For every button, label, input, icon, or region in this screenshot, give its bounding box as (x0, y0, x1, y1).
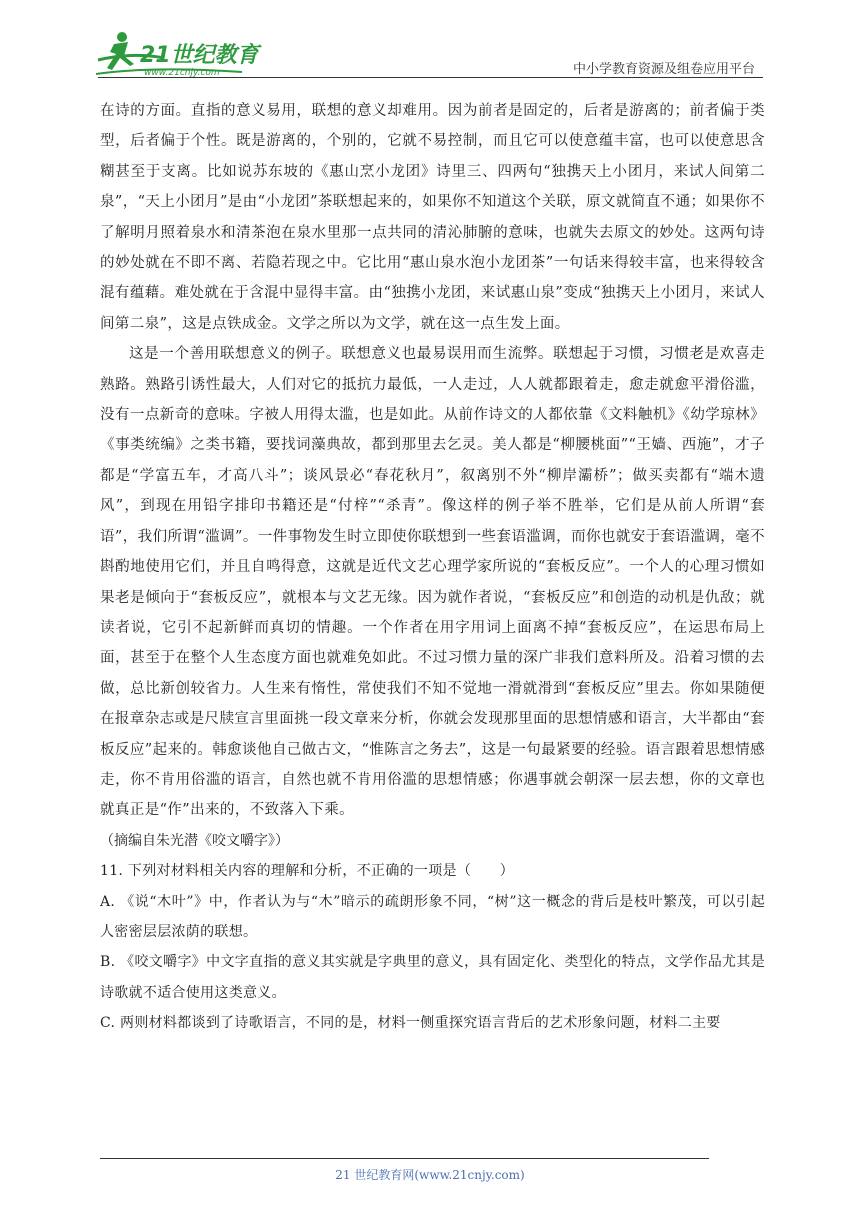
paragraph-1: 在诗的方面。直指的意义易用，联想的意义却难用。因为前者是固定的，后者是游离的；前者偏于类型，后者偏于个性。既是游离的，个别的，它就不易控制，而且它可以使意蕴丰富，也可以使意思含糊甚至于支离。比如说苏东坡的《惠山烹小龙团》诗里三、四两句“独携天上小团月，来试人间第二泉”，“天上小团月”是由“小龙团”茶联想起来的，如果你不知道这个关联，原文就简直不通；如果你不了解明月照着泉水和清茶泡在泉水里那一点共同的清沁肺腑的意味，也就失去原文的妙处。这两句诗的妙处就在不即不离、若隐若现之中。它比用“惠山泉水泡小龙团茶”一句话来得较丰富，也来得较含混有蕴藉。难处就在于含混中显得丰富。由“独携小龙团，来试惠山泉”变成“独携天上小团月，来试人间第二泉”，这是点铁成金。文学之所以为文学，就在这一点生发上面。 (100, 103, 765, 332)
header-divider (98, 77, 763, 78)
page-header (0, 0, 860, 80)
source-note: （摘编自朱光潜《咬文嚼字》） (100, 832, 289, 849)
paragraph-2: 这是一个善用联想意义的例子。联想意义也最易误用而生流弊。联想起于习惯，习惯老是欢喜走熟路。熟路引诱性最大，人们对它的抵抗力最低，一人走过，人人就都跟着走，愈走就愈平滑俗滥，没有一点新奇的意味。字被人用得太滥，也是如此。从前作诗文的人都依靠《文料触机》《幼学琼林》《事类统编》之类书籍，要找词藻典故，都到那里去乞灵。美人都是“柳腰桃面”“王嫱、西施”，才子都是“学富五车，才高八斗”；谈风景必“春花秋月”，叙离别不外“柳岸灞桥”；做买卖都有“端木遗风”，到现在用铅字排印书籍还是“付梓”“杀青”。像这样的例子举不胜举，它们是从前人所谓“套语”，我们所谓“滥调”。一件事物发生时立即使你联想到一些套语滥调，而你也就安于套语滥调，毫不斟酌地使用它们，并且自鸣得意，这就是近代文艺心理学家所说的“套板反应”。一个人的心理习惯如果老是倾向于“套板反应”，就根本与文艺无缘。因为就作者说，“套板反应”和创造的动机是仇敌；就读者说，它引不起新鲜而真切的情趣。一个作者在用字用词上面离不掉“套板反应”，在运思布局上面，甚至于在整个人生态度方面也就难免如此。不过习惯力量的深广非我们意料所及。沿着习惯的去做，总比新创较省力。人生来有惰性，常使我们不知不觉地一滑就滑到“套板反应”里去。你如果随便在报章杂志或是尺牍宣言里面挑一段文章来分析，你就会发现那里面的思想情感和语言，大半都由“套板反应”起来的。韩愈谈他自己做古文，“惟陈言之务去”，这是一句最紧要的经验。语言跟着思想情感走，你不肯用俗滥的语言，自然也就不肯用俗滥的思想情感；你遇事就会朝深一层去想，你的文章也就真正是“作”出来的，不致落入下乘。 (100, 346, 765, 819)
runner-logo-icon (92, 30, 262, 80)
option-b: B. 《咬文嚼字》中文字直指的意义其实就是字典里的意义，具有固定化、类型化的特点，文学作品尤其是诗歌就不适合使用这类意义。 (100, 954, 765, 1001)
logo-text: 21世纪教育 (140, 43, 259, 68)
site-name: 中小学教育资源及组卷应用平台 (572, 62, 755, 77)
option-c: C. 两则材料都谈到了诗歌语言，不同的是，材料一侧重探究语言背后的艺术形象问题，材料二主要 (100, 1015, 721, 1032)
logo-url: www.21cnjy.com (144, 68, 220, 78)
footer-link[interactable]: 21 世纪教育网(www.21cnjy.com) (335, 1168, 525, 1182)
question-stem: 11. 下列对材料相关内容的理解和分析，不正确的一项是（ ） (100, 863, 515, 880)
option-a: A. 《说“木叶”》中，作者认为与“木”暗示的疏朗形象不同，“树”这一概念的背后是枝叶繁茂，可以引起人密密层层浓荫的联想。 (100, 893, 765, 940)
footer-divider (100, 1158, 709, 1159)
site-logo[interactable] (92, 30, 262, 80)
document-body (100, 96, 765, 1039)
